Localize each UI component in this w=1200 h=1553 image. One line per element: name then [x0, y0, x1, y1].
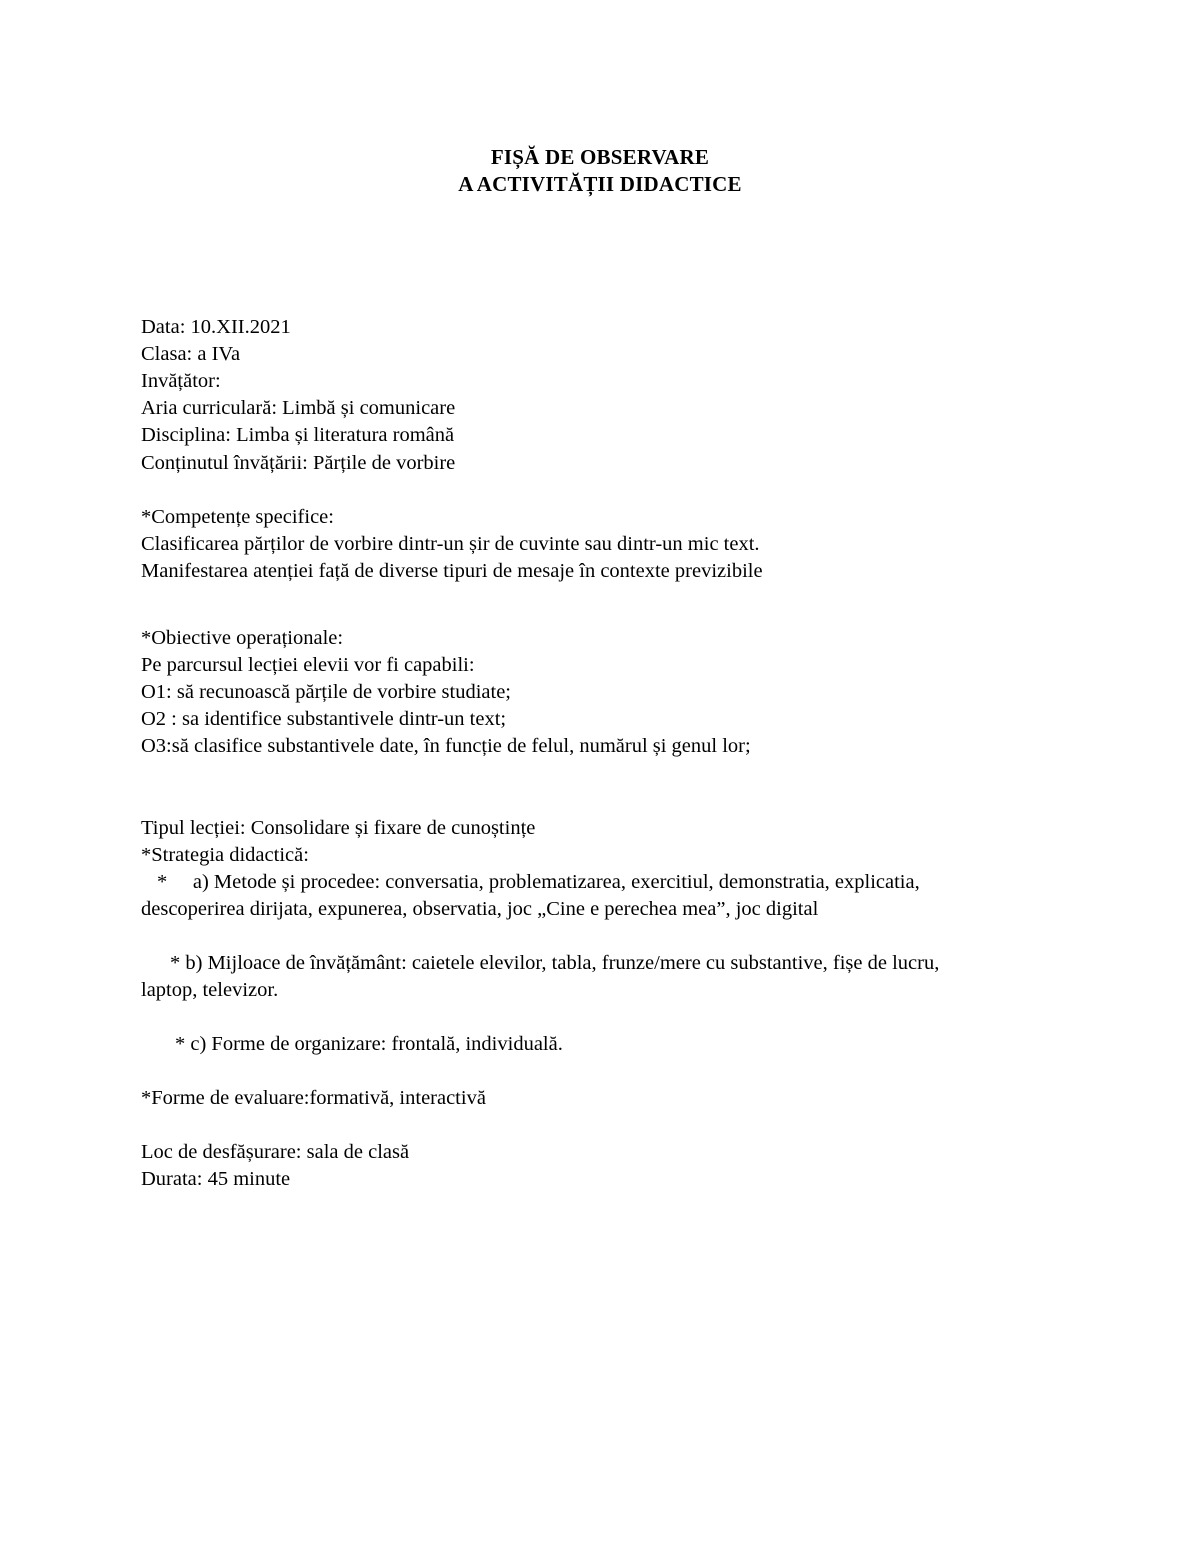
objective-item: O2 : sa identifice substantivele dintr-un text; — [141, 708, 507, 730]
evaluation-forms-line: *Forme de evaluare:formativă, interactivă — [141, 1087, 486, 1109]
document-title-line2: A ACTIVITĂȚII DIDACTICE — [458, 172, 742, 196]
lesson-type-line: Tipul lecției: Consolidare și fixare de cunoștințe — [141, 817, 536, 839]
competence-item: Clasificarea părților de vorbire dintr-un șir de cuvinte sau dintr-un mic text. — [141, 533, 760, 555]
class-line: Clasa: a IVa — [141, 343, 241, 365]
document-title-line1: FIȘĂ DE OBSERVARE — [490, 145, 710, 169]
objectives-heading: *Obiective operaționale: — [141, 627, 344, 649]
duration-line: Durata: 45 minute — [141, 1168, 291, 1190]
competences-heading: *Competențe specifice: — [141, 506, 334, 528]
resources-line1: * b) Mijloace de învățământ: caietele elevilor, tabla, frunze/mere cu substantive, fișe de lucru, — [170, 952, 940, 974]
competence-item: Manifestarea atenției față de diverse tipuri de mesaje în contexte previzibile — [141, 560, 763, 582]
curriculum-area-line: Aria curriculară: Limbă și comunicare — [141, 397, 456, 419]
objective-item: O3:să clasifice substantivele date, în funcție de felul, numărul și genul lor; — [141, 735, 751, 757]
methods-line1: * a) Metode și procedee: conversatia, problematizarea, exercitiul, demonstratia, explicatia, — [157, 871, 920, 893]
content-line: Conținutul învățării: Părțile de vorbire — [141, 452, 456, 474]
resources-line2: laptop, televizor. — [141, 979, 279, 1001]
teacher-line: Invățător: — [141, 370, 221, 392]
objective-item: O1: să recunoască părțile de vorbire studiate; — [141, 681, 511, 703]
methods-line2: descoperirea dirijata, expunerea, observatia, joc „Cine e perechea mea”, joc digital — [141, 898, 819, 920]
location-line: Loc de desfășurare: sala de clasă — [141, 1141, 410, 1163]
discipline-line: Disciplina: Limba și literatura română — [141, 424, 455, 446]
organization-forms-line: * c) Forme de organizare: frontală, individuală. — [175, 1033, 563, 1055]
date-line: Data: 10.XII.2021 — [141, 316, 291, 338]
strategy-heading: *Strategia didactică: — [141, 844, 309, 866]
objectives-intro: Pe parcursul lecției elevii vor fi capabili: — [141, 654, 475, 676]
